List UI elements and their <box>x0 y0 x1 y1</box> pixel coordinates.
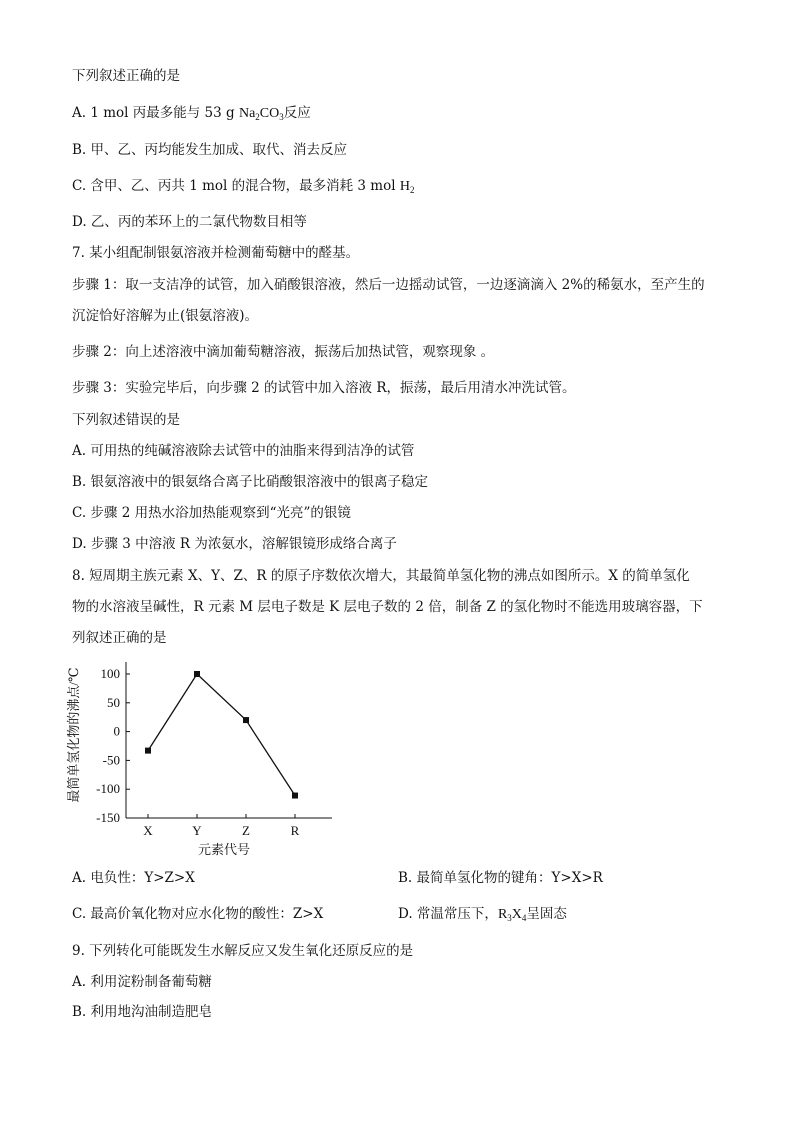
q7-option-b: B. 银氨溶液中的银氨络合离子比硝酸银溶液中的银离子稳定 <box>72 474 429 490</box>
q8-option-c: C. 最高价氧化物对应水化物的酸性：Z>X <box>72 906 324 922</box>
q9-stem: 9. 下列转化可能既发生水解反应又发生氧化还原反应的是 <box>72 943 414 959</box>
q7-step1-line2: 沉淀恰好溶解为止(银氨溶液)。 <box>72 308 259 324</box>
x-tick-label: R <box>290 823 300 838</box>
y-tick-label: -100 <box>96 781 120 797</box>
q7-step2: 步骤 2：向上述溶液中滴加葡萄糖溶液，振荡后加热试管，观察现象 。 <box>72 344 495 360</box>
q7-step1-line1: 步骤 1：取一支洁净的试管，加入硝酸银溶液，然后一边摇动试管，一边逐滴滴入 2%的稀氨水，至产生的 <box>72 277 705 293</box>
data-point-marker <box>145 748 151 754</box>
chart-y-label: 最简单氢化物的沸点/℃ <box>66 667 81 803</box>
q6-option-b: B. 甲、乙、丙均能发生加成、取代、消去反应 <box>72 142 348 158</box>
x-tick-label: Y <box>192 823 202 838</box>
series-line <box>148 674 295 796</box>
q9-option-a: A. 利用淀粉制备葡萄糖 <box>72 974 212 990</box>
chem-sub: 2 <box>409 185 415 195</box>
boiling-point-chart <box>66 652 346 857</box>
chem-x: X <box>511 907 522 922</box>
data-point-marker <box>243 717 249 723</box>
chem-sub: 3 <box>507 913 512 923</box>
data-point-marker <box>194 671 200 677</box>
q6-c-formula <box>400 179 415 194</box>
y-tick-label: 0 <box>113 723 120 739</box>
x-tick-label: Z <box>242 823 250 838</box>
q8-option-b: B. 最简单氢化物的键角：Y>X>R <box>398 870 603 886</box>
q6-a-formula <box>239 106 284 121</box>
chart-axes <box>126 662 332 818</box>
q8-stem-line3: 列叙述正确的是 <box>72 630 167 646</box>
q6-a-suffix: 反应 <box>283 105 311 121</box>
chem-h: H <box>399 179 410 194</box>
q8-stem-line2: 物的水溶液呈碱性，R 元素 M 层电子数是 K 层电子数的 2 倍，制备 Z 的氢化物时不能选用玻璃容器，下 <box>72 599 703 615</box>
q7-option-d: D. 步骤 3 中溶液 R 为浓氨水，溶解银镜形成络合离子 <box>72 536 397 552</box>
q7-ask: 下列叙述错误的是 <box>72 412 180 428</box>
chem-sub: 4 <box>521 913 527 923</box>
y-tick-label: 50 <box>107 694 120 710</box>
chem-sub: 2 <box>255 112 260 122</box>
q6-stem: 下列叙述正确的是 <box>72 68 180 84</box>
chart-series <box>145 671 298 799</box>
chem-na: Na <box>238 106 256 121</box>
q7-option-a: A. 可用热的纯碱溶液除去试管中的油脂来得到洁净的试管 <box>72 443 415 459</box>
chem-sub: 3 <box>279 112 284 122</box>
q6-c-text: C. 含甲、乙、丙共 1 mol 的混合物，最多消耗 3 mol <box>72 178 400 194</box>
q6-option-d: D. 乙、丙的苯环上的二氯代物数目相等 <box>72 214 307 230</box>
y-tick-label: -50 <box>102 752 120 768</box>
q6-option-a <box>72 103 311 127</box>
chart-x-label: 元素代号 <box>197 842 251 857</box>
y-tick-label: -150 <box>96 810 120 825</box>
chem-r: R <box>497 907 508 922</box>
chart-y-ticks <box>96 666 130 825</box>
q8-stem-line1: 8. 短周期主族元素 X、Y、Z、R 的原子序数依次增大，其最简单氢化物的沸点如图所示。X 的简单氢化 <box>72 568 690 584</box>
x-tick-label: X <box>143 823 153 838</box>
y-tick-label: 100 <box>100 666 120 681</box>
q8-d-text: D. 常温常压下， <box>398 906 498 922</box>
q7-option-c: C. 步骤 2 用热水浴加热能观察到“光亮”的银镜 <box>72 505 351 521</box>
q9-option-b: B. 利用地沟油制造肥皂 <box>72 1004 213 1020</box>
q8-d-suffix: 呈固态 <box>526 906 567 922</box>
q6-option-c <box>72 176 414 200</box>
q7-step3: 步骤 3：实验完毕后，向步骤 2 的试管中加入溶液 R，振荡，最后用清水冲洗试管。 <box>72 380 576 396</box>
q8-d-formula <box>498 907 526 922</box>
q8-option-a: A. 电负性：Y>Z>X <box>72 870 195 886</box>
q6-a-text: A. 1 mol 丙最多能与 53 g <box>72 105 239 121</box>
q8-option-d <box>398 904 567 928</box>
data-point-marker <box>292 793 298 799</box>
q7-stem: 7. 某小组配制银氨溶液并检测葡萄糖中的醛基。 <box>72 245 360 261</box>
chem-co: CO <box>259 106 280 121</box>
